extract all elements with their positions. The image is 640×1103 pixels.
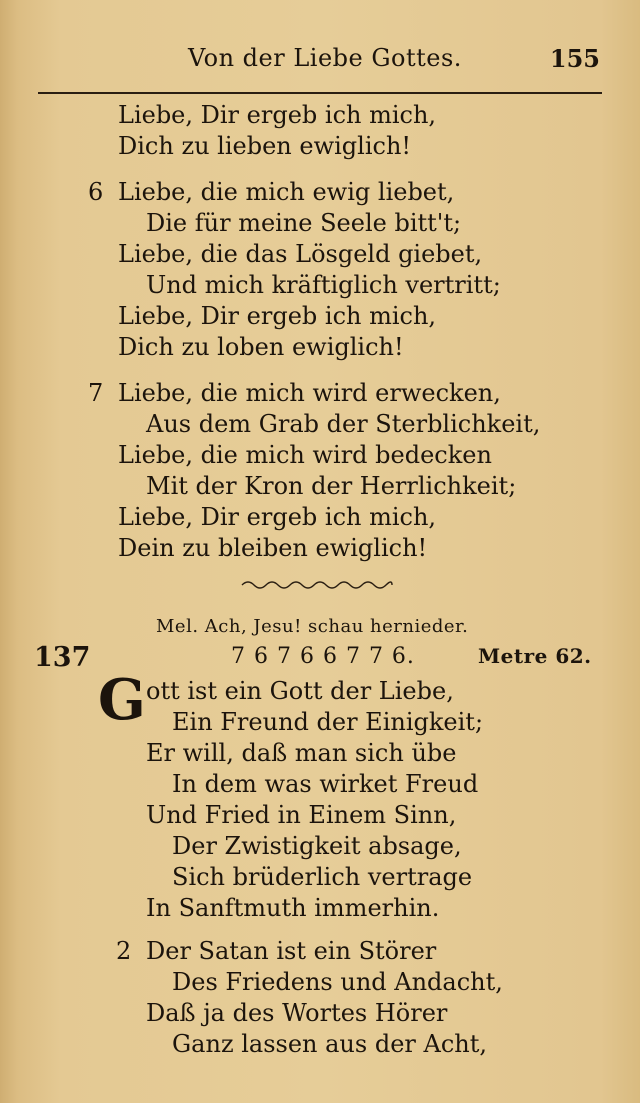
stanza-line: Liebe, Dir ergeb ich mich, (118, 302, 437, 330)
carryover-line: Liebe, Dir ergeb ich mich, (118, 101, 437, 129)
stanza-number: 6 (88, 178, 104, 206)
stanza-line: Sich brüderlich vertrage (172, 863, 473, 891)
stanza-line: In dem was wirket Freud (172, 770, 479, 798)
stanza-line: Aus dem Grab der Sterblichkeit, (146, 410, 541, 438)
ornament-divider (240, 578, 394, 592)
page-number: 155 (549, 44, 600, 73)
carryover-line: Dich zu lieben ewiglich! (118, 132, 412, 160)
stanza-line: Der Satan ist ein Störer (146, 937, 437, 965)
stanza-line: Liebe, die mich wird erwecken, (118, 379, 501, 407)
header-rule (38, 92, 602, 94)
stanza-line: Liebe, die das Lösgeld giebet, (118, 240, 483, 268)
stanza-line: Des Friedens und Andacht, (172, 968, 503, 996)
stanza-line: Und Fried in Einem Sinn, (146, 801, 457, 829)
running-title: Von der Liebe Gottes. (188, 44, 462, 72)
melody-indication: Mel. Ach, Jesu! schau hernieder. (156, 616, 469, 637)
hymn-number: 137 (34, 642, 91, 673)
stanza-line: Mit der Kron der Herrlichkeit; (146, 472, 517, 500)
stanza-line: Er will, daß man sich übe (146, 739, 457, 767)
meter-numbers: 7 6 7 6 6 7 7 6. (231, 644, 415, 669)
stanza-line: Ein Freund der Einigkeit; (172, 708, 484, 736)
stanza-line: Liebe, Dir ergeb ich mich, (118, 503, 437, 531)
stanza-line: In Sanftmuth immerhin. (146, 894, 440, 922)
stanza-line: ott ist ein Gott der Liebe, (146, 677, 454, 705)
metre-label: Metre 62. (478, 644, 592, 668)
stanza-line: Daß ja des Wortes Hörer (146, 999, 448, 1027)
stanza-line: Dein zu bleiben ewiglich! (118, 534, 428, 562)
stanza-line: Liebe, die mich ewig liebet, (118, 178, 455, 206)
drop-cap: G (98, 667, 146, 733)
page-header (0, 44, 640, 84)
stanza-line: Ganz lassen aus der Acht, (172, 1030, 487, 1058)
stanza-number: 7 (88, 379, 104, 407)
stanza-line: Die für meine Seele bitt't; (146, 209, 462, 237)
stanza-line: Dich zu loben ewiglich! (118, 333, 404, 361)
stanza-line: Der Zwistigkeit absage, (172, 832, 462, 860)
stanza-number: 2 (116, 937, 132, 965)
stanza-line: Und mich kräftiglich vertritt; (146, 271, 501, 299)
stanza-line: Liebe, die mich wird bedecken (118, 441, 492, 469)
